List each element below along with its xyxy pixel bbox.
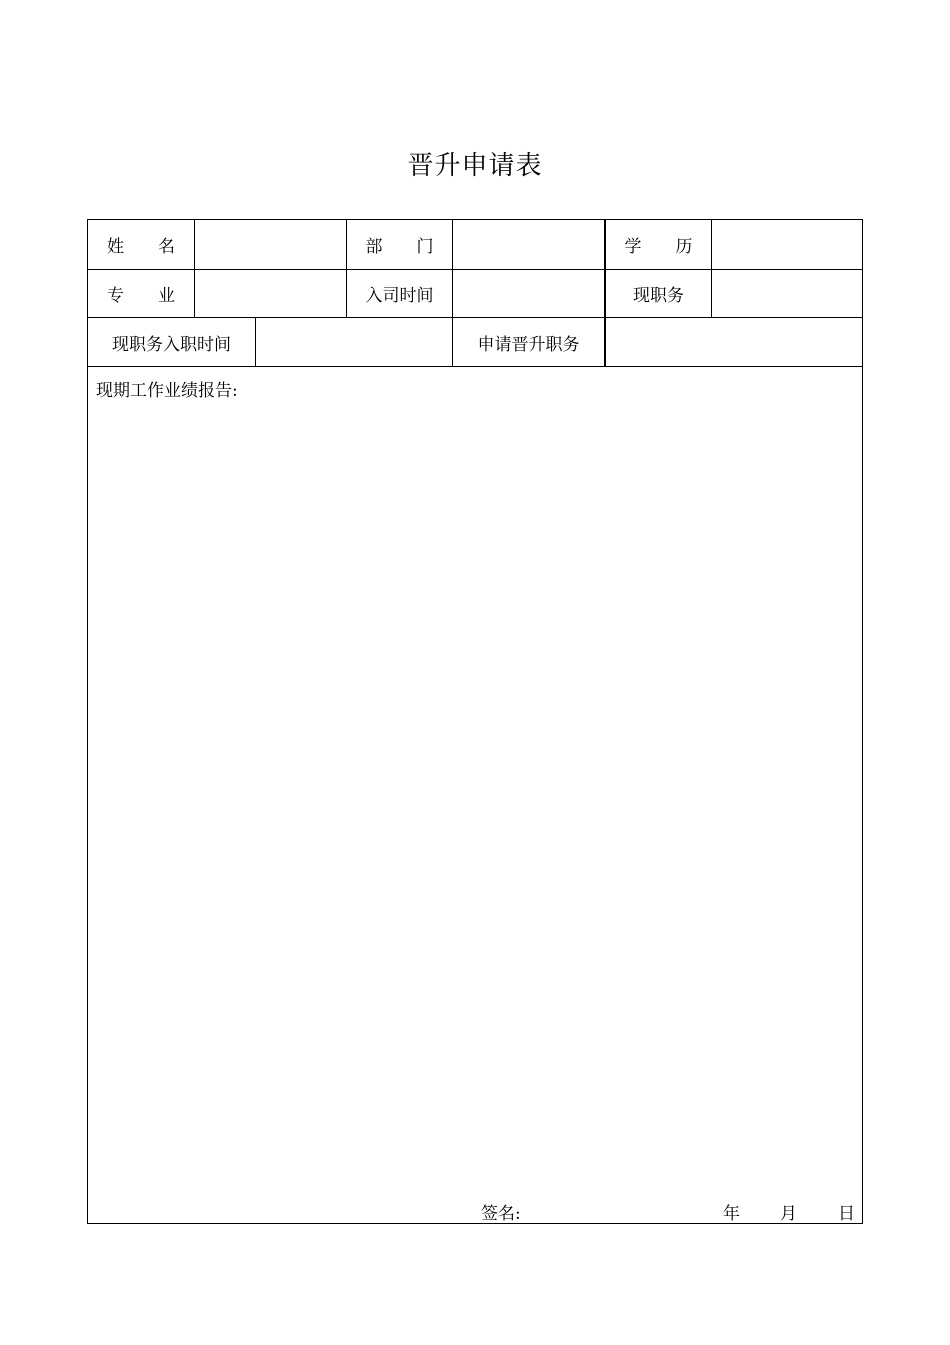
department-label: 部 门	[365, 237, 434, 257]
promotion-application-form	[87, 219, 863, 1224]
signature-field[interactable]	[528, 1202, 708, 1224]
row-divider	[88, 366, 862, 367]
current-position-start-label: 现职务入职时间	[112, 334, 231, 355]
education-field[interactable]	[712, 220, 862, 269]
work-report-label: 现期工作业绩报告:	[96, 381, 238, 401]
signature-label: 签名:	[481, 1204, 521, 1224]
applied-position-label: 申请晋升职务	[477, 334, 580, 355]
day-label: 日	[838, 1204, 855, 1224]
current-position-field[interactable]	[712, 270, 862, 317]
join-date-label: 入司时间	[365, 286, 434, 306]
name-label: 姓 名	[107, 237, 175, 257]
current-position-start-field[interactable]	[256, 318, 452, 366]
major-label: 专 业	[107, 286, 175, 306]
work-report-area[interactable]	[88, 406, 862, 1196]
department-field[interactable]	[453, 220, 604, 269]
applied-position-field[interactable]	[606, 318, 862, 366]
month-label: 月	[780, 1204, 797, 1224]
current-position-label: 现职务	[633, 286, 684, 306]
year-label: 年	[723, 1204, 740, 1224]
major-field[interactable]	[195, 270, 346, 317]
join-date-field[interactable]	[453, 270, 604, 317]
education-label: 学 历	[624, 237, 693, 257]
name-field[interactable]	[195, 220, 346, 269]
page-title: 晋升申请表	[407, 151, 543, 181]
